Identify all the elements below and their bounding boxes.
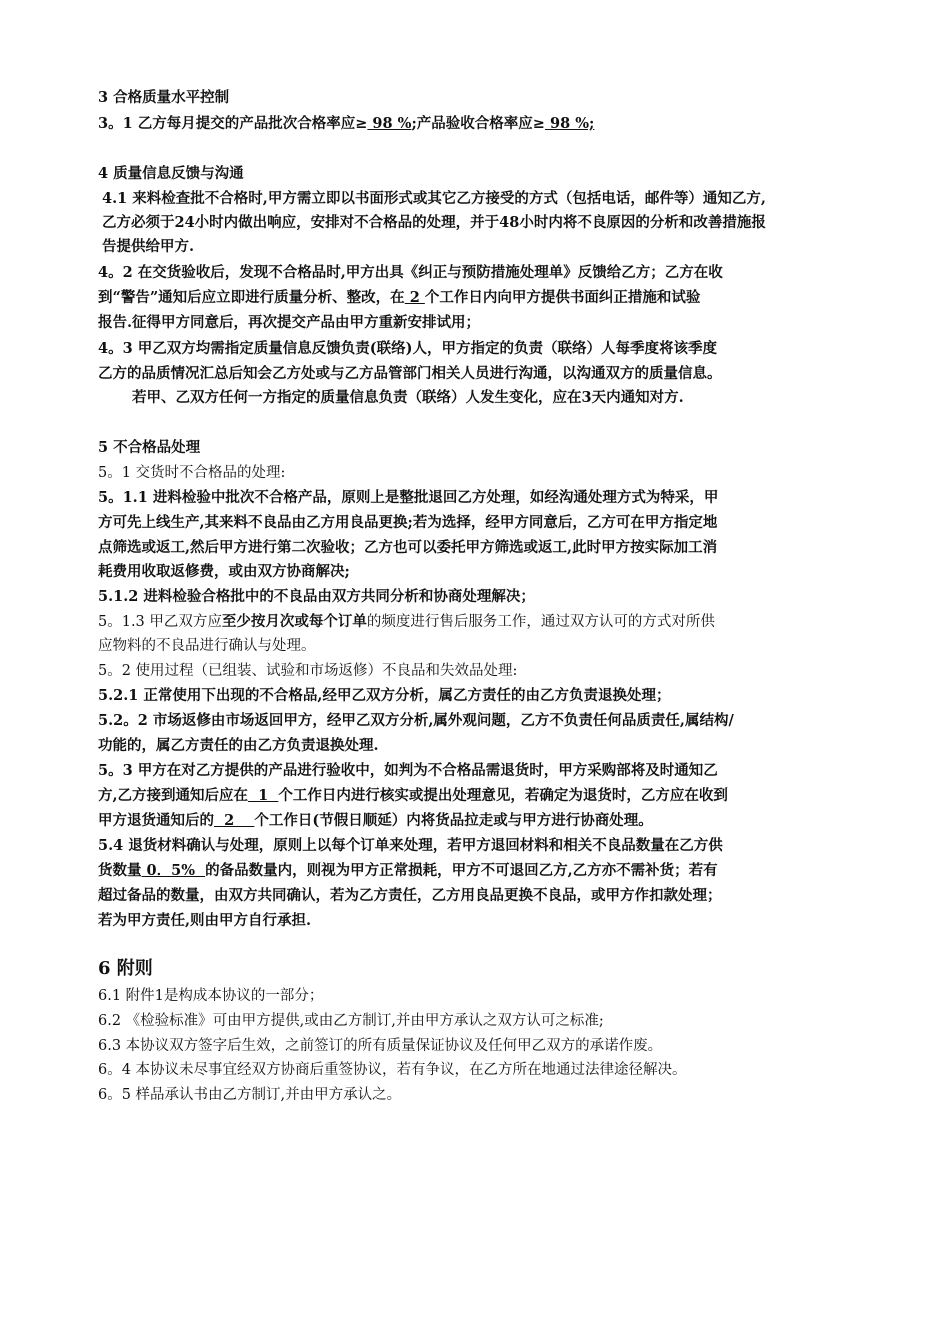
clause-5-3-text-c: 甲方退货通知后的 — [98, 812, 214, 829]
clause-3-1-text-b: ;产品验收合格率应≥ — [411, 115, 545, 132]
work-days-5-3-verify: 1 — [248, 787, 279, 804]
clause-4-2-text-b: 个工作日内向甲方提供书面纠正措施和试验 — [424, 289, 701, 306]
clause-4-2-line-3: 报告.征得甲方同意后，再次提交产品由甲方重新安排试用； — [98, 314, 481, 331]
clause-4-2-line-1: 4。2 在交货验收后，发现不合格品时,甲方出具《纠正与预防措施处理单》反馈给乙方；乙方在收 — [98, 264, 723, 281]
clause-5-2-2-line-1: 5.2。2 市场返修由市场返回甲方，经甲乙双方分析,属外观问题，乙方不负责任何品质责任,属结构/ — [98, 712, 734, 729]
clause-5-2-1: 5.2.1 正常使用下出现的不合格品,经甲乙双方分析，属乙方责任的由乙方负责退换处理； — [98, 687, 671, 704]
work-days-4-2: 2 — [404, 289, 425, 306]
clause-5-3-line-1: 5。3 甲方在对乙方提供的产品进行验收中，如判为不合格品需退货时，甲方采购部将及时通知乙 — [98, 762, 718, 779]
clause-6-2: 6.2 《检验标准》可由甲方提供,或由乙方制订,并由甲方承认之双方认可之标准; — [98, 1013, 604, 1029]
clause-5-1-1-line-1: 5。1.1 进料检验中批次不合格产品，原则上是整批退回乙方处理，如经沟通处理方式为特采，甲 — [98, 489, 719, 506]
clause-4-3-line-3: 若甲、乙双方任何一方指定的质量信息负责（联络）人发生变化，应在3天内通知对方. — [132, 389, 684, 406]
clause-5-1: 5。1 交货时不合格品的处理: — [98, 465, 286, 481]
clause-5-1-1-line-4: 耗费用收取返修费，或由双方协商解决; — [98, 563, 350, 580]
clause-5-1-1-line-2: 方可先上线生产,其来料不良品由乙方用良品更换;若为选择，经甲方同意后，乙方可在甲方指定地 — [98, 514, 718, 531]
clause-6-1: 6.1 附件1是构成本协议的一部分； — [98, 988, 324, 1004]
clause-5-4-text-b: 的备品数量内，则视为甲方正常损耗，甲方不可退回乙方,乙方亦不需补货；若有 — [205, 862, 718, 879]
clause-6-4: 6。4 本协议未尽事宜经双方协商后重签协议，若有争议，在乙方所在地通过法律途径解决。 — [98, 1062, 687, 1078]
clause-5-4-line-1: 5.4 退货材料确认与处理，原则上以每个订单来处理，若甲方退回材料和相关不良品数量在乙方供 — [98, 837, 723, 854]
clause-4-2-line-2 — [98, 288, 700, 308]
clause-4-1-line-1: 4.1 来料检查批不合格时,甲方需立即以书面形式或其它乙方接受的方式（包括电话，邮件等）通知乙方, — [102, 190, 766, 207]
clause-5-1-1-line-3: 点筛选或返工,然后甲方进行第二次验收；乙方也可以委托甲方筛选或返工,此时甲方按实际加工消 — [98, 539, 718, 556]
work-days-5-3-pickup: 2 — [214, 812, 255, 829]
clause-5-4-line-3: 超过备品的数量，由双方共同确认，若为乙方责任，乙方用良品更换不良品，或甲方作扣款处理； — [98, 887, 722, 904]
clause-5-1-3-text-a: 5。1.3 甲乙双方应 — [98, 614, 222, 630]
clause-5-3-line-3 — [98, 811, 653, 831]
section-5-heading: 5 不合格品处理 — [98, 439, 201, 456]
clause-6-5: 6。5 样品承认书由乙方制订,并由甲方承认之。 — [98, 1087, 402, 1103]
clause-5-1-3-frequency: 至少按月次或每个订单 — [221, 613, 367, 630]
clause-4-2-text-a: 到“警告”通知后应立即进行质量分析、整改，在 — [98, 289, 405, 306]
clause-5-3-text-d: 个工作日(节假日顺延）内将货品拉走或与甲方进行协商处理。 — [254, 812, 653, 829]
clause-4-1-line-2: 乙方必须于24小时内做出响应，安排对不合格品的处理，并于48小时内将不良原因的分析和改善措施报 — [102, 214, 766, 231]
clause-4-3-line-2: 乙方的品质情况汇总后知会乙方处或与乙方品管部门相关人员进行沟通，以沟通双方的质量信息。 — [98, 365, 722, 382]
section-3-heading: 3 合格质量水平控制 — [98, 89, 230, 106]
clause-5-1-3-line-2: 应物料的不良品进行确认与处理。 — [98, 638, 316, 654]
clause-4-1-line-3: 告提供给甲方. — [102, 238, 195, 255]
section-6-heading: 6 附则 — [98, 958, 153, 979]
clause-5-1-2: 5.1.2 进料检验合格批中的不良品由双方共同分析和协商处理解决； — [98, 588, 535, 605]
clause-5-2-2-line-2: 功能的，属乙方责任的由乙方负责退换处理. — [98, 737, 379, 754]
section-4-heading: 4 质量信息反馈与沟通 — [98, 165, 244, 182]
clause-5-3-text-b: 个工作日内进行核实或提出处理意见，若确定为退货时，乙方应在收到 — [278, 787, 728, 804]
clause-5-3-line-2 — [98, 786, 728, 806]
spare-ratio: 0．5% — [141, 862, 206, 879]
clause-5-3-text-a: 方,乙方接到通知后应在 — [98, 787, 249, 804]
clause-5-4-text-a: 货数量 — [98, 862, 142, 879]
clause-5-4-line-4: 若为甲方责任,则由甲方自行承担. — [98, 912, 312, 929]
clause-5-1-3-text-b: 的频度进行售后服务工作，通过双方认可的方式对所供 — [366, 614, 715, 630]
batch-pass-rate: 98 % — [367, 115, 412, 132]
clause-3-1 — [98, 114, 594, 134]
clause-6-3: 6.3 本协议双方签字后生效，之前签订的所有质量保证协议及任何甲乙双方的承诺作废。 — [98, 1038, 663, 1054]
clause-3-1-text-a: 3。1 乙方每月提交的产品批次合格率应≥ — [98, 115, 368, 132]
clause-5-1-3-line-1 — [98, 612, 715, 632]
clause-5-4-line-2 — [98, 861, 718, 881]
clause-4-3-line-1: 4。3 甲乙双方均需指定质量信息反馈负责(联络)人，甲方指定的负责（联络）人每季度将该季度 — [98, 340, 717, 357]
clause-5-2: 5。2 使用过程（已组装、试验和市场返修）不良品和失效品处理: — [98, 663, 518, 679]
acceptance-pass-rate: 98 %; — [544, 115, 595, 132]
